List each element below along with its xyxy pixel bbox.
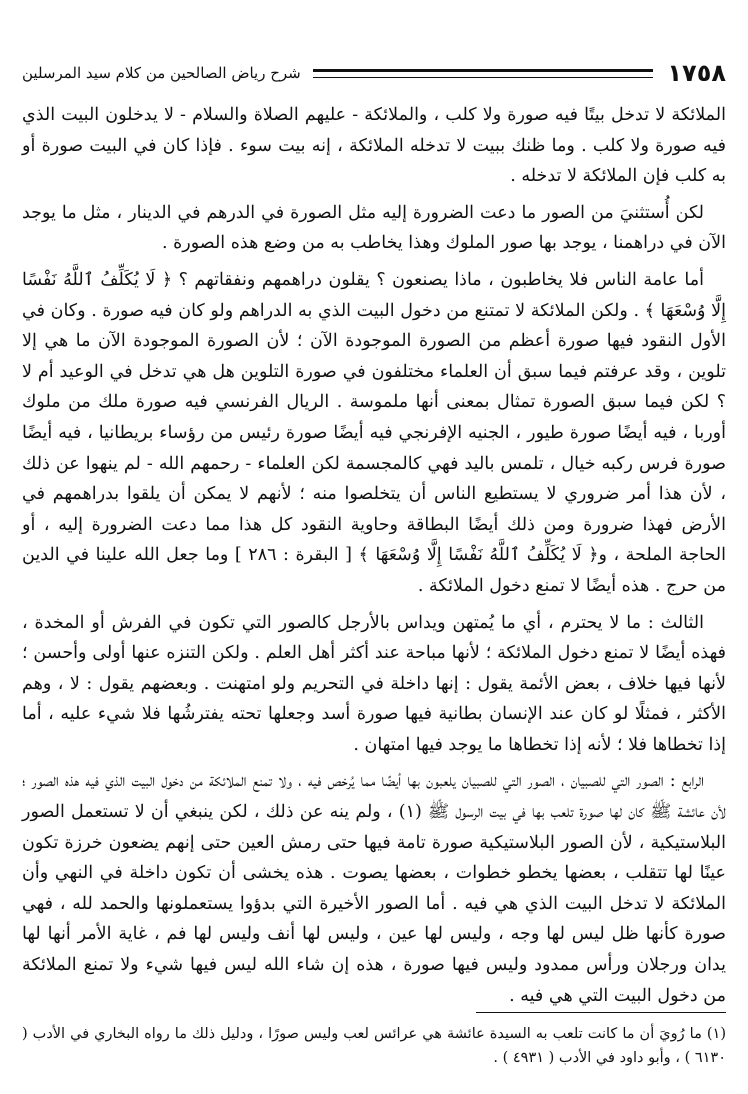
paragraph-1: الملائكة لا تدخل بيتًا فيه صورة ولا كلب ، والملائكة - عليهم الصلاة والسلام - لا يدخلون البيت الذي فيه صورة ولا كلب . وما ظنك ببيت لا تدخله الملائكة ، إنه بيت سوء . فإذا كان في البيت صورة أو به كلب فإن الملائكة لا تدخله .	[22, 105, 726, 187]
page-header	[22, 56, 726, 90]
body-text	[22, 100, 726, 1017]
footnote	[22, 1022, 726, 1070]
header-rule	[313, 69, 654, 78]
book-title: شرح رياض الصالحين من كلام سيد المرسلين	[22, 64, 301, 82]
footnote-text: (١) ما رُويَ أن ما كانت تلعب به السيدة عائشة هي عرائس لعب وليس صورًا ، ودليل ذلك ما رواه البخاري في الأدب ( ٦١٣٠ ) ، وأبو داود في الأدب ( ٤٩٣١ ) .	[22, 1026, 726, 1066]
paragraph-4: الثالث : ما لا يحترم ، أي ما يُمتهن ويداس بالأرجل كالصور التي تكون في الفرش أو المخدة ، فهذه أيضًا لا تمنع دخول الملائكة ؛ لأنها مباحة عند أكثر أهل العلم . ولكن التنزه عنها أولى وأحسن ؛ لأنها فيها خلاف ، بعض الأئمة يقول : إنها داخلة في التحريم ولو امتهنت . وبعضهم يقول : لا ، وهم الأكثر ، فمثلًا لو كان عند الإنسان بطانية فيها صورة أسد وجعلها تحته يفترشُها فلا شيء عليه ، أما إذا تخطاها فلا ؛ لأنه إذا تخطاها ما يوجد فيها امتهان .	[22, 612, 726, 755]
footnote-separator	[476, 1012, 726, 1013]
paragraph-3: أما عامة الناس فلا يخاطبون ، ماذا يصنعون ؟ يقلون دراهمهم ونفقاتهم ؟ ﴿ لَا يُكَلِّفُ ٱللَّهُ نَفْسًا إِلَّا وُسْعَهَا ﴾ . ولكن الملائكة لا تمتنع من دخول البيت الذي به الدراهم ولو كان فيه صورة . وكان في الأول النقود فيها صورة أعظم من الصورة الموجودة الآن ؛ لأن الصورة الموجودة الآن ما هي إلا تلوين ، وقد عرفتم فيما سبق أن العلماء مختلفون في صورة التلوين هل هي تدخل في الوعيد أم لا ؟ لكن فيما سبق الصورة تمثال بمعنى أنها ملموسة . الريال الفرنسي فيه صورة ملك من ملوك أوربا ، فيه أيضًا صورة طيور ، الجنيه الإفرنجي فيه أيضًا صورة رئيس من رؤساء بريطانيا ، فيه أيضًا صورة فرس ركبه خيال ، تلمس باليد فهي كالمجسمة لكن العلماء - رحمهم الله - لم ينهوا عن ذلك ، لأن هذا أمر ضروري لا يستطيع الناس أن يتخلصوا منه ؛ لأنهم لا يمكن أن يلقوا بدراهمهم في الأرض فهذا ضرورة ومن ذلك أيضًا البطاقة وحاوية النقود كل هذا مما دعت الضرورة إليه ، أو الحاجة الملحة ، و﴿ لَا يُكَلِّفُ ٱللَّهُ نَفْسًا إِلَّا وُسْعَهَا ﴾ [ البقرة : ٢٨٦ ] وما جعل الله علينا في الدين من حرج . هذه أيضًا لا تمنع دخول الملائكة .	[22, 269, 726, 596]
paragraph-2: لكن أُستثنيَ من الصور ما دعت الضرورة إليه مثل الصورة في الدرهم في الدينار ، مثل ما يوجد الآن في دراهمنا ، يوجد بها صور الملوك وهذا يخاطب به من وضع هذه الصورة .	[22, 202, 726, 254]
page-number: ١٧٥٨	[667, 59, 726, 87]
book-page	[22, 0, 726, 1094]
paragraph-5: الرابع : الصور التي للصبيان ، الصور التي للصبيان يلعبون بها أيضًا مما يُرخص فيه ، ولا تمنع الملائكة من دخول البيت الذي فيه هذه الصور ؛ لأن عائشة ﷺ كان لها صورة تلعب بها في بيت الرسول ﷺ (١) ، ولم ينه عن ذلك ، لكن ينبغي أن لا تستعمل الصور البلاستيكية ، لأن الصور البلاستيكية صورة تامة فيها حتى رمش العين حتى إنهم يضعون خرزة تكون عينًا لها تتقلب ، بعضها يخطو خطوات ، بعضها يصوت . هذه يخشى أن تكون داخلة في النهي وأن الملائكة لا تدخل البيت الذي هي فيه . أما الصور الأخيرة التي بدؤوا يستعملونها والحمد لله ، فهي صورة كأنها ظل ليس لها وجه ، وليس لها عين ، وليس لها أنف وليس لها فم ، غاية الأمر أنها لها يدان ورجلان ورأس ممدود وليس فيها صورة ، هذه إن شاء الله ليس فيها شيء ولا تمنع الملائكة من دخول البيت التي هي فيه .	[22, 771, 726, 1006]
